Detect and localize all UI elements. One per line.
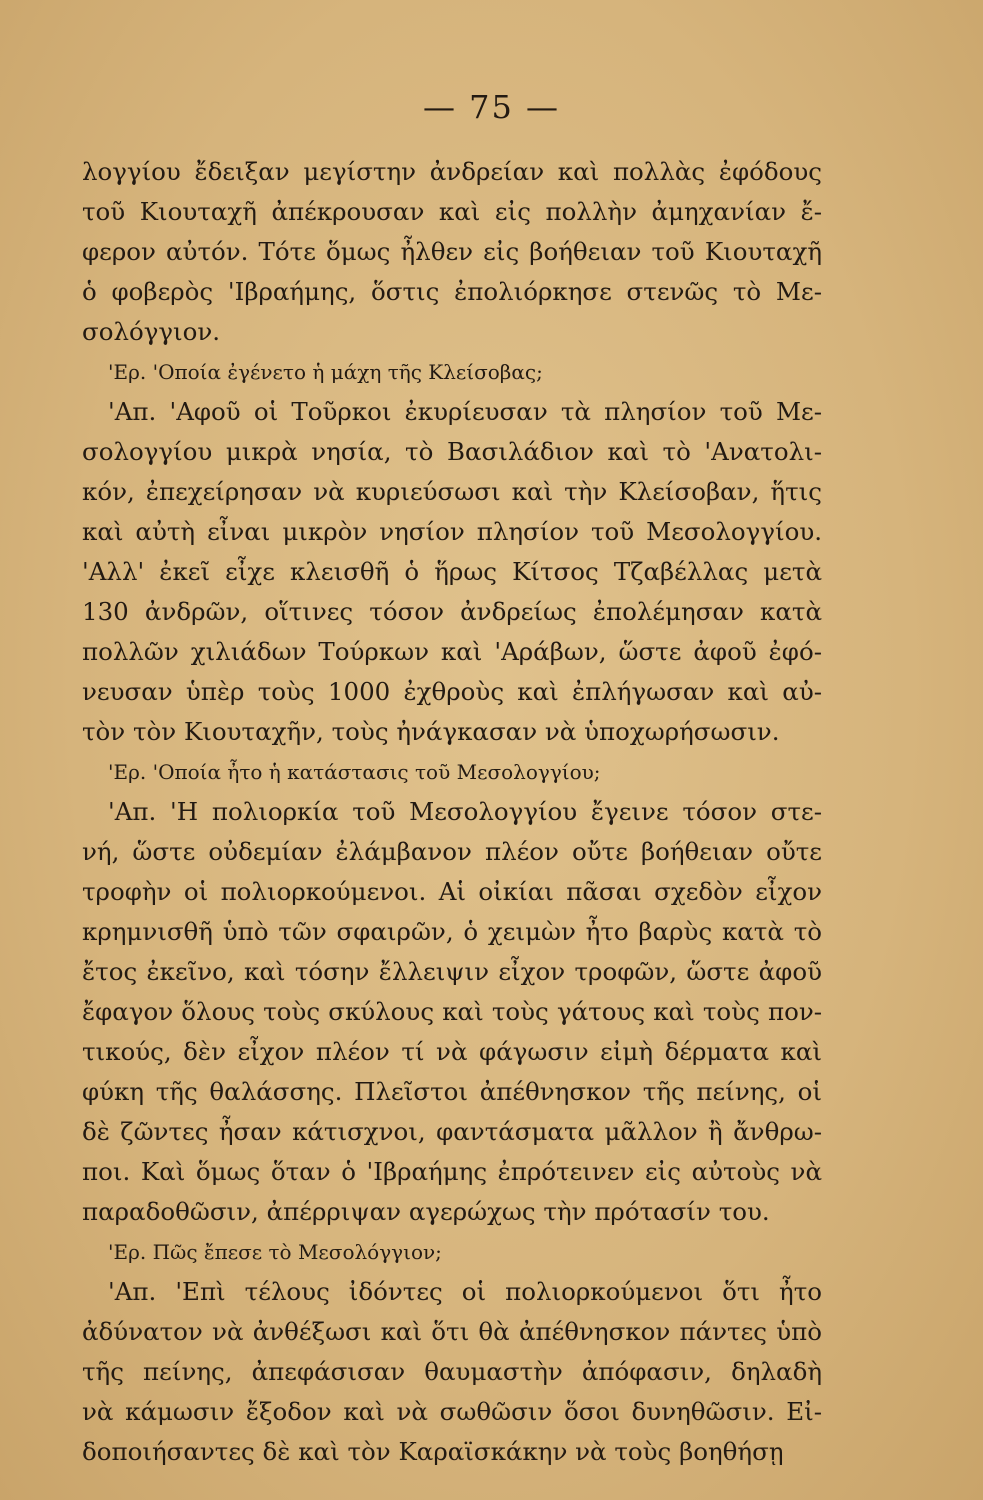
text-line: 'Ερ. 'Οποία ἐγένετο ἡ μάχη τῆς Κλείσοβας; (108, 360, 543, 384)
text-line: τῆς πείνης, ἀπεφάσισαν θαυμαστὴν ἀπόφασιν, δηλαδὴ (82, 1357, 822, 1386)
text-line: τὸν τὸν Κιουταχῆν, τοὺς ἠνάγκασαν νὰ ὑποχωρήσωσιν. (82, 717, 780, 746)
text-line: 'Απ. 'Η πολιορκία τοῦ Μεσολογγίου ἔγεινε τόσον στε- (108, 797, 822, 826)
page-number: — 75 — (422, 88, 561, 126)
text-line: 'Απ. 'Επὶ τέλους ἰδόντες οἱ πολιορκούμενοι ὅτι ἦτο (108, 1277, 822, 1306)
body-text (82, 152, 822, 1472)
text-line: σολογγίου μικρὰ νησία, τὸ Βασιλάδιον καὶ τὸ 'Ανατολι- (82, 437, 822, 466)
text-line: σολόγγιον. (82, 317, 221, 346)
text-line: ἔφαγον ὅλους τοὺς σκύλους καὶ τοὺς γάτους καὶ τοὺς πον- (82, 997, 822, 1026)
text-line: ὁ φοβερὸς 'Ιβραήμης, ὅστις ἐπολιόρκησε στενῶς τὸ Με- (82, 277, 822, 306)
text-line: νευσαν ὑπὲρ τοὺς 1000 ἐχθροὺς καὶ ἐπλήγωσαν καὶ αὐ- (82, 677, 822, 706)
text-line: 'Απ. 'Αφοῦ οἱ Τοῦρκοι ἐκυρίευσαν τὰ πλησίον τοῦ Με- (108, 397, 822, 426)
text-line: κρημνισθῆ ὑπὸ τῶν σφαιρῶν, ὁ χειμὼν ἦτο βαρὺς κατὰ τὸ (82, 917, 822, 946)
text-line: λογγίου ἔδειξαν μεγίστην ἀνδρείαν καὶ πολλὰς ἐφόδους (82, 157, 822, 186)
text-line: δὲ ζῶντες ἦσαν κάτισχνοι, φαντάσματα μᾶλλον ἢ ἄνθρω- (82, 1117, 822, 1146)
text-line: φύκη τῆς θαλάσσης. Πλεῖστοι ἀπέθνησκον τῆς πείνης, οἱ (82, 1077, 822, 1106)
text-line: 130 ἀνδρῶν, οἵτινες τόσον ἀνδρείως ἐπολέμησαν κατὰ (82, 597, 822, 626)
text-line: 'Αλλ' ἐκεῖ εἶχε κλεισθῆ ὁ ἥρως Κίτσος Τζαβέλλας μετὰ (82, 557, 822, 586)
text-line: καὶ αὐτὴ εἶναι μικρὸν νησίον πλησίον τοῦ Μεσολογγίου. (82, 517, 822, 546)
text-line: παραδοθῶσιν, ἀπέρριψαν αγερώχως τὴν πρότασίν του. (82, 1197, 770, 1226)
text-line: 'Ερ. Πῶς ἔπεσε τὸ Μεσολόγγιον; (108, 1240, 442, 1264)
text-line: κόν, ἐπεχείρησαν νὰ κυριεύσωσι καὶ τὴν Κλείσοβαν, ἥτις (82, 477, 822, 506)
text-line: πολλῶν χιλιάδων Τούρκων καὶ 'Αράβων, ὥστε ἀφοῦ ἐφό- (82, 637, 822, 666)
text-line: τικούς, δὲν εἶχον πλέον τί νὰ φάγωσιν εἰμὴ δέρματα καὶ (82, 1037, 822, 1066)
text-line: ποι. Καὶ ὅμως ὅταν ὁ 'Ιβραήμης ἐπρότεινεν εἰς αὐτοὺς νὰ (82, 1157, 822, 1186)
text-line: τροφὴν οἱ πολιορκούμενοι. Αἱ οἰκίαι πᾶσαι σχεδὸν εἶχον (82, 877, 822, 906)
text-line: φερον αὐτόν. Τότε ὅμως ἦλθεν εἰς βοήθειαν τοῦ Κιουταχῆ (82, 237, 822, 266)
text-line: ἀδύνατον νὰ ἀνθέξωσι καὶ ὅτι θὰ ἀπέθνησκον πάντες ὑπὸ (82, 1317, 822, 1346)
text-line: ἔτος ἐκεῖνο, καὶ τόσην ἔλλειψιν εἶχον τροφῶν, ὥστε ἀφοῦ (82, 957, 822, 986)
text-line: νὰ κάμωσιν ἔξοδον καὶ νὰ σωθῶσιν ὅσοι δυνηθῶσιν. Εἰ- (82, 1397, 822, 1426)
text-line: 'Ερ. 'Οποία ἦτο ἡ κατάστασις τοῦ Μεσολογγίου; (108, 760, 601, 784)
text-line: τοῦ Κιουταχῆ ἀπέκρουσαν καὶ εἰς πολλὴν ἀμηχανίαν ἔ- (82, 197, 822, 226)
text-line: νή, ὥστε οὐδεμίαν ἐλάμβανον πλέον οὔτε βοήθειαν οὔτε (82, 837, 822, 866)
text-line: δοποιήσαντες δὲ καὶ τὸν Καραϊσκάκην νὰ τοὺς βοηθήσῃ (82, 1437, 784, 1466)
